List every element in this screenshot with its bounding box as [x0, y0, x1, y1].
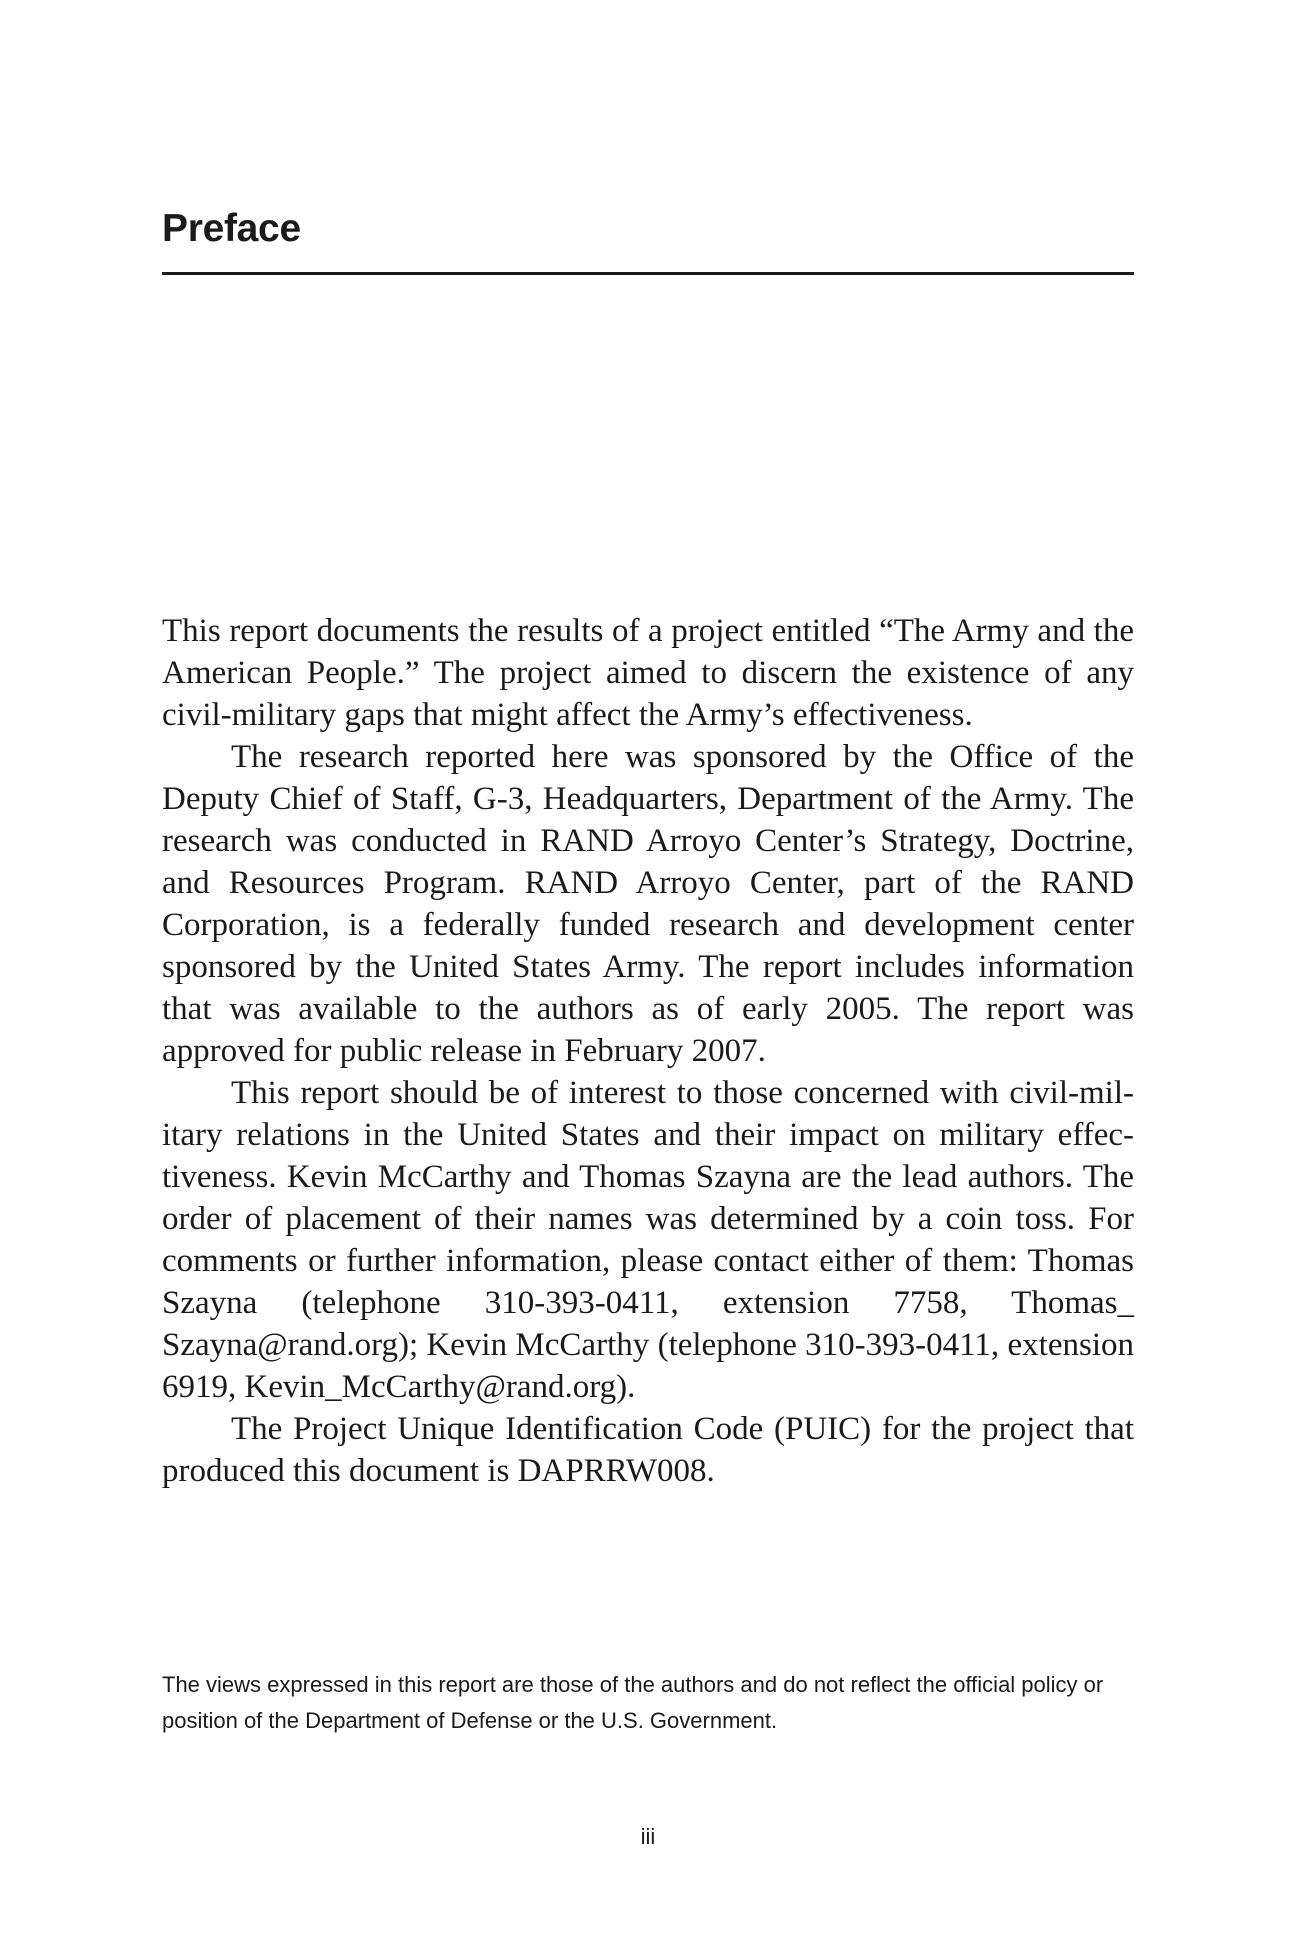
paragraph-3: This report should be of interest to those concerned with civil-military relations in the United States and their impact on military effectiveness. Kevin McCarthy and Thomas Szayna are the lead authors. The order of placement of their names was determined by a coin toss. For comments or further information, please contact either of them: Thomas Szayna (telephone 310-393-0411, extension 7758, Thomas_​Szayna@rand.org); Kevin McCarthy (telephone 310-393-0411, extension 6919, Kevin_McCarthy@rand.org).	[162, 1075, 1134, 1405]
paragraph-4: The Project Unique Identification Code (PUIC) for the project that produced this document is DAPRRW008.	[162, 1411, 1134, 1489]
paragraph-2: The research reported here was sponsored by the Office of the Deputy Chief of Staff, G-3, Headquarters, Department of the Army. The research was conducted in RAND Arroyo Center’s Strategy, Doctrine, and Resources Program. RAND Arroyo Center, part of the RAND Corporation, is a federally funded research and development center sponsored by the United States Army. The report includes information that was available to the authors as of early 2005. The report was approved for public release in February 2007.	[162, 739, 1134, 1069]
disclaimer: The views expressed in this report are those of the authors and do not reflect the official policy or position of the Department of Defense or the U.S. Government.	[162, 1672, 1104, 1733]
title-rule	[162, 272, 1134, 275]
page-number: iii	[640, 1824, 656, 1849]
paragraph-1: This report documents the results of a project entitled “The Army and the American People.” The project aimed to discern the existence of any civil-military gaps that might affect the Army’s effectiveness.	[162, 613, 1134, 733]
page-title: Preface	[162, 207, 301, 250]
body-text	[162, 610, 1134, 1492]
